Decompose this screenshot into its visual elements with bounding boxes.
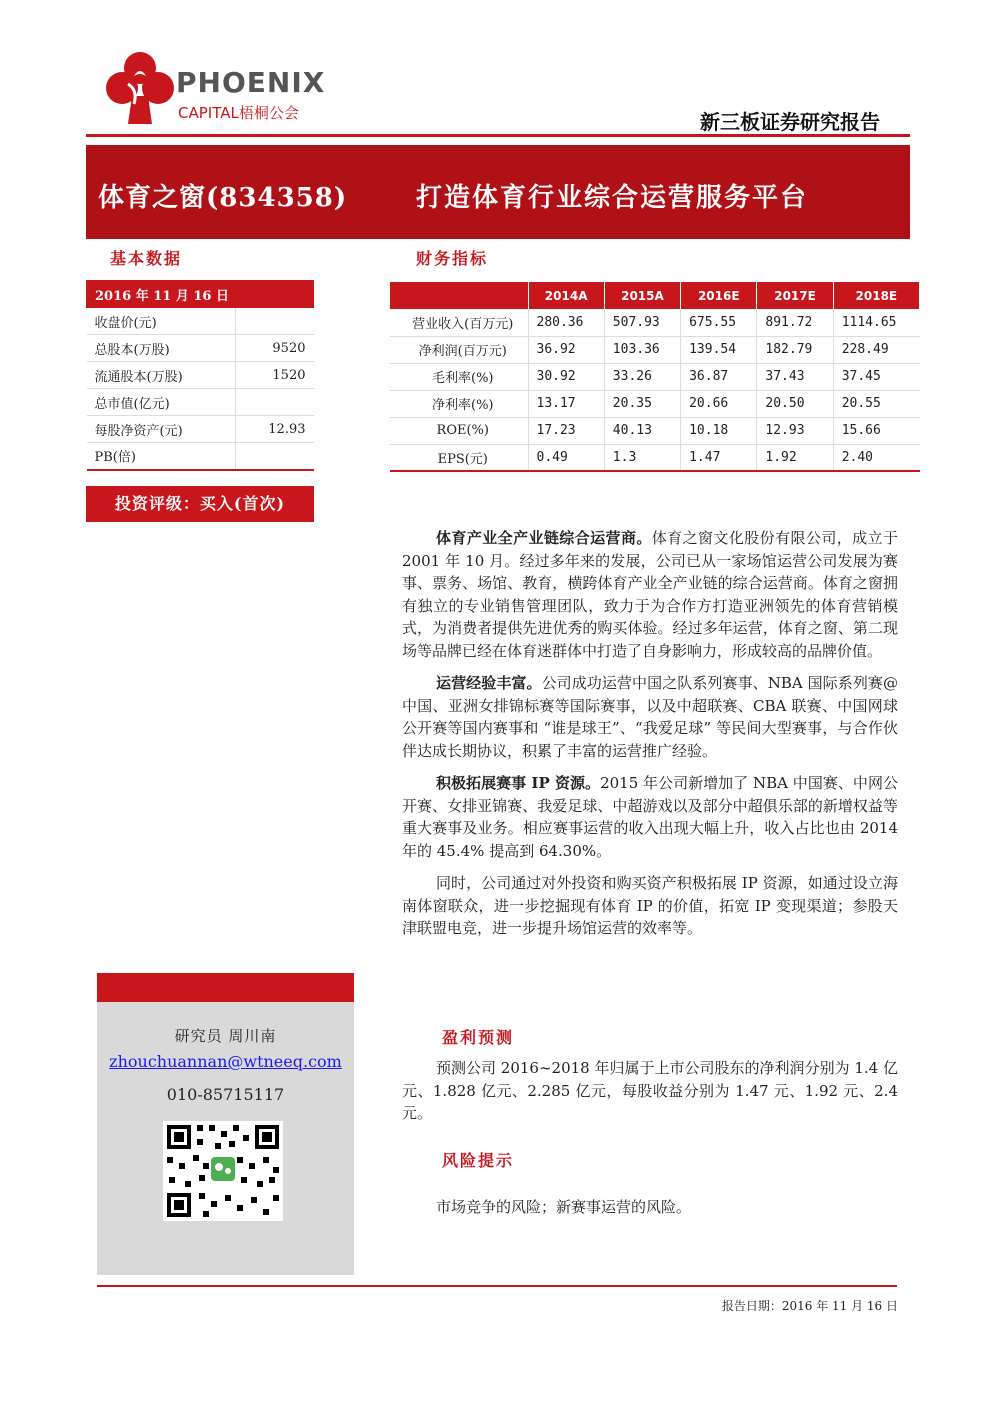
logo xyxy=(104,46,324,126)
table-cell: 20.66 xyxy=(681,390,757,417)
paragraph xyxy=(402,772,898,862)
table-cell: 17.23 xyxy=(528,417,604,444)
table-cell: 37.43 xyxy=(757,363,833,390)
risk-heading: 风险提示 xyxy=(442,1151,515,1170)
table-cell: 139.54 xyxy=(681,336,757,363)
report-date: 报告日期：2016 年 11 月 16 日 xyxy=(721,1299,898,1313)
column-header: 2018E xyxy=(833,282,919,309)
row-label: 净利率(%) xyxy=(390,390,528,417)
column-header: 2015A xyxy=(604,282,680,309)
table-cell: 0.49 xyxy=(528,444,604,471)
table-cell: 182.79 xyxy=(757,336,833,363)
column-header: 2016E xyxy=(681,282,757,309)
table-cell: 36.87 xyxy=(681,363,757,390)
table-cell: 507.93 xyxy=(604,309,680,336)
table-cell: 40.13 xyxy=(604,417,680,444)
table-cell: 15.66 xyxy=(833,417,919,444)
table-row xyxy=(87,416,314,443)
title-banner xyxy=(86,145,910,239)
row-value: 12.93 xyxy=(236,416,314,443)
table-row xyxy=(390,309,920,336)
header-divider xyxy=(86,134,910,137)
table-row xyxy=(87,362,314,389)
table-row xyxy=(87,443,314,470)
row-label: 收盘价(元) xyxy=(87,308,236,335)
table-cell: 20.35 xyxy=(604,390,680,417)
table-cell: 280.36 xyxy=(528,309,604,336)
table-cell: 1114.65 xyxy=(833,309,919,336)
table-row xyxy=(87,335,314,362)
paragraph-lead: 积极拓展赛事 IP 资源。 xyxy=(436,774,601,792)
table-row xyxy=(390,390,920,417)
table-cell: 10.18 xyxy=(681,417,757,444)
table-row xyxy=(390,363,920,390)
risk-text-block xyxy=(402,1196,898,1229)
table-cell: 228.49 xyxy=(833,336,919,363)
logo-subtitle: CAPITAL梧桐公会 xyxy=(178,104,299,122)
table-cell: 37.45 xyxy=(833,363,919,390)
paragraph xyxy=(402,872,898,940)
paragraph-lead: 运营经验丰富。 xyxy=(436,674,542,692)
row-label: PB(倍) xyxy=(87,443,236,470)
qr-code-icon xyxy=(163,1121,283,1221)
table-row xyxy=(390,444,920,471)
report-title: 打造体育行业综合运营服务平台 xyxy=(416,183,809,213)
footer-divider xyxy=(97,1285,897,1287)
report-type: 新三板证券研究报告 xyxy=(700,110,880,134)
table-cell: 103.36 xyxy=(604,336,680,363)
table-row xyxy=(87,389,314,416)
row-label: 流通股本(万股) xyxy=(87,362,236,389)
report-body xyxy=(402,527,898,950)
row-value xyxy=(236,308,314,335)
paragraph-lead: 体育产业全产业链综合运营商。 xyxy=(436,529,652,547)
table-cell: 1.3 xyxy=(604,444,680,471)
analyst-card-bar xyxy=(97,973,354,1002)
forecast-text-block xyxy=(402,1057,898,1135)
table-cell: 13.17 xyxy=(528,390,604,417)
row-label: 营业收入(百万元) xyxy=(390,309,528,336)
analyst-card xyxy=(97,973,354,1275)
table-cell: 20.50 xyxy=(757,390,833,417)
forecast-text: 预测公司 2016~2018 年归属于上市公司股东的净利润分别为 1.4 亿元、1.828 亿元、2.285 亿元，每股收益分别为 1.47 元、1.92 元、2.4 元。 xyxy=(402,1059,898,1122)
row-label: 总股本(万股) xyxy=(87,335,236,362)
row-value: 9520 xyxy=(236,335,314,362)
paragraph-text: 体育之窗文化股份有限公司，成立于 2001 年 10 月。经过多年来的发展，公司已从一家场馆运营公司发展为赛事、票务、场馆、教育，横跨体育产业全产业链的综合运营商。体育之窗拥有独立的专业销售管理团队，致力于为合作方打造亚洲领先的体育营销模式，为消费者提供先进优秀的购买体验。经过多年运营，体育之窗、第二现场等品牌已经在体育迷群体中打造了自身影响力，形成较高的品牌价值。 xyxy=(402,529,898,660)
corner-cell xyxy=(390,282,528,309)
logo-wordmark: PHOENIX xyxy=(176,66,326,99)
analyst-name: 研究员 周川南 xyxy=(174,1027,277,1045)
row-label: 每股净资产(元) xyxy=(87,416,236,443)
table-row xyxy=(87,308,314,335)
row-value xyxy=(236,389,314,416)
table-cell: 2.40 xyxy=(833,444,919,471)
table-row xyxy=(390,417,920,444)
table-cell: 30.92 xyxy=(528,363,604,390)
column-header: 2017E xyxy=(757,282,833,309)
table-cell: 20.55 xyxy=(833,390,919,417)
row-label: 净利润(百万元) xyxy=(390,336,528,363)
basic-data-date: 2016 年 11 月 16 日 xyxy=(87,281,314,308)
paragraph xyxy=(402,527,898,662)
table-cell: 891.72 xyxy=(757,309,833,336)
column-header: 2014A xyxy=(528,282,604,309)
row-value: 1520 xyxy=(236,362,314,389)
financials-table xyxy=(390,282,920,472)
investment-rating: 投资评级：买入(首次) xyxy=(86,486,314,522)
paragraph-text: 公司成功运营中国之队系列赛事、NBA 国际系列赛@中国、亚洲女排锦标赛等国际赛事，以及中超联赛、CBA 联赛、中国网球公开赛等国内赛事和 “谁是球王”、“我爱足球” 等民间大型赛事，与合作伙伴达成长期协议，积累了丰富的运营推广经验。 xyxy=(402,674,898,760)
table-cell: 12.93 xyxy=(757,417,833,444)
analyst-email-link[interactable]: zhouchuannan@wtneeq.com xyxy=(109,1052,342,1071)
table-cell: 1.47 xyxy=(681,444,757,471)
basic-data-table xyxy=(86,280,314,471)
row-label: EPS(元) xyxy=(390,444,528,471)
table-cell: 36.92 xyxy=(528,336,604,363)
financials-heading: 财务指标 xyxy=(416,249,489,268)
basic-data-heading: 基本数据 xyxy=(110,249,183,268)
row-value xyxy=(236,443,314,470)
forecast-heading: 盈利预测 xyxy=(442,1028,515,1047)
table-cell: 675.55 xyxy=(681,309,757,336)
table-cell: 1.92 xyxy=(757,444,833,471)
analyst-phone: 010-85715117 xyxy=(166,1085,285,1104)
phoenix-logo-icon xyxy=(104,46,176,126)
stock-name: 体育之窗(834358) xyxy=(98,183,348,213)
paragraph xyxy=(402,672,898,762)
paragraph-text: 2015 年公司新增加了 NBA 中国赛、中网公开赛、女排亚锦赛、我爱足球、中超游戏以及部分中超俱乐部的新增权益等重大赛事及业务。相应赛事运营的收入出现大幅上升，收入占比也由 2014 年的 45.4% 提高到 64.30%。 xyxy=(402,774,898,860)
risk-text: 市场竞争的风险；新赛事运营的风险。 xyxy=(436,1198,692,1216)
table-row xyxy=(390,336,920,363)
row-label: 毛利率(%) xyxy=(390,363,528,390)
paragraph-text: 同时，公司通过对外投资和购买资产积极拓展 IP 资源，如通过设立海南体窗联众，进一步挖掘现有体育 IP 的价值，拓宽 IP 变现渠道；参股天津联盟电竞，进一步提升场馆运营的效率等。 xyxy=(402,874,898,937)
row-label: ROE(%) xyxy=(390,417,528,444)
table-cell: 33.26 xyxy=(604,363,680,390)
row-label: 总市值(亿元) xyxy=(87,389,236,416)
